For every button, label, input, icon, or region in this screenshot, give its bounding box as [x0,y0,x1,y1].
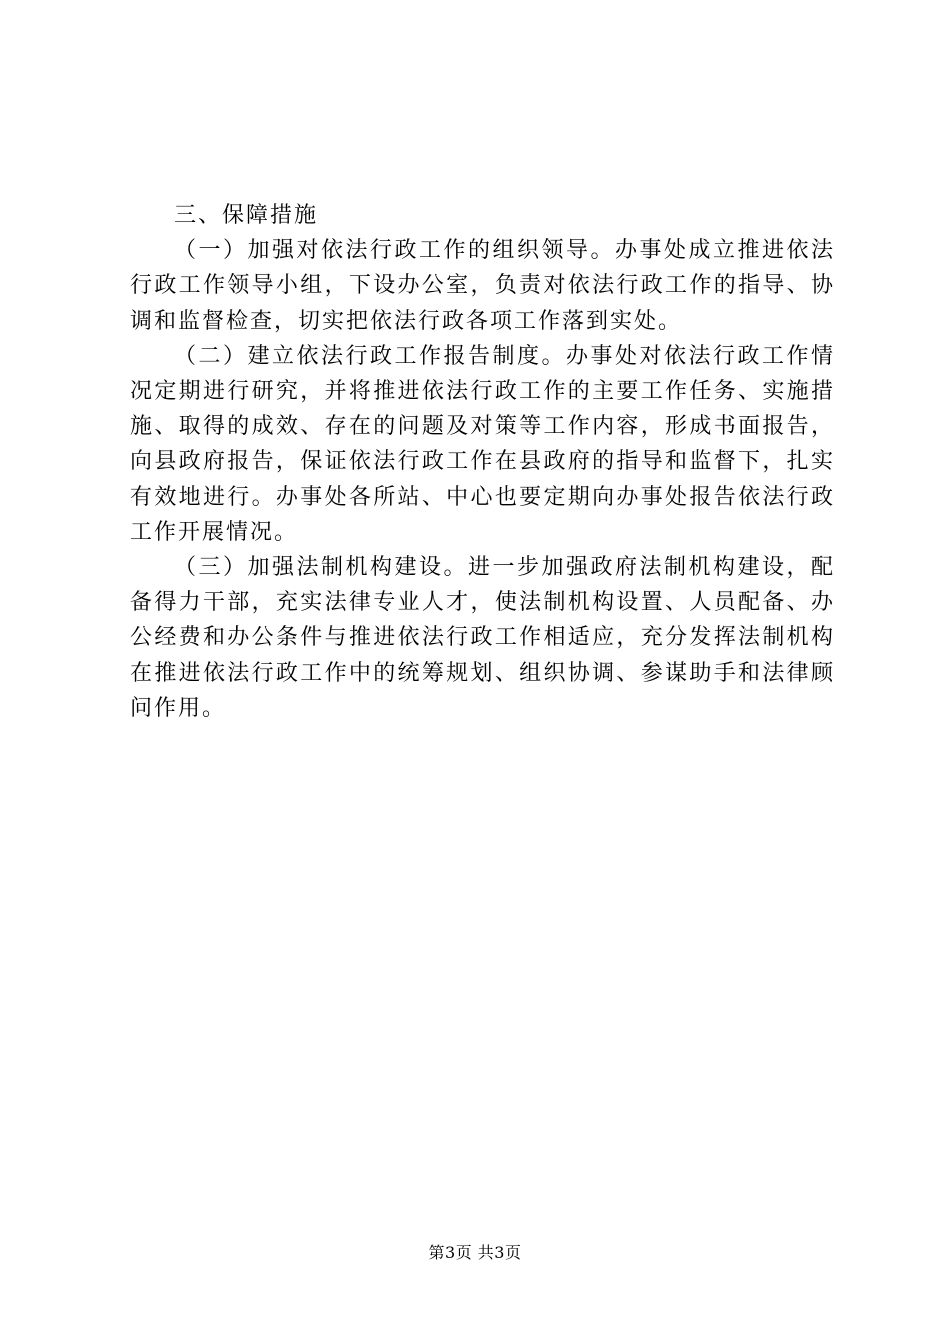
paragraph-legal-institution-building: （三）加强法制机构建设。进一步加强政府法制机构建设，配备得力干部，充实法律专业人才，使法制机构设置、人员配备、办公经费和办公条件与推进依法行政工作相适应，充分发挥法制机构在推进依法行政工作中的统筹规划、组织协调、参谋助手和法律顾问作用。 [130,555,835,721]
section-heading: 三、保障措施 [174,203,319,228]
page-footer: 第3页 共3页 [428,1243,522,1262]
paragraph-organization-leadership: （一）加强对依法行政工作的组织领导。办事处成立推进依法行政工作领导小组，下设办公室，负责对依法行政工作的指导、协调和监督检查，切实把依法行政各项工作落到实处。 [130,238,835,334]
paragraph-reporting-system: （二）建立依法行政工作报告制度。办事处对依法行政工作情况定期进行研究，并将推进依法行政工作的主要工作任务、实施措施、取得的成效、存在的问题及对策等工作内容，形成书面报告，向县政府报告，保证依法行政工作在县政府的指导和监督下，扎实有效地进行。办事处各所站、中心也要定期向办事处报告依法行政工作开展情况。 [130,343,835,545]
document-body [130,198,835,726]
